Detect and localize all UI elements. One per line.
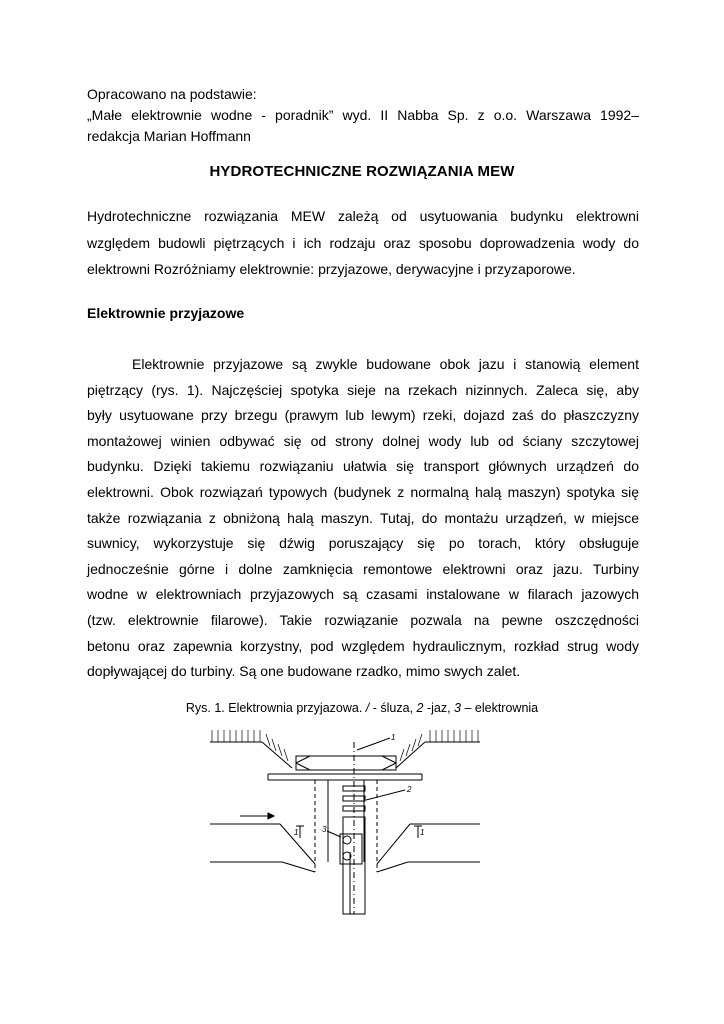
intro-line: względem budowli piętrzących i ich rodzaju oraz sposobu doprowadzenia wody do <box>87 234 639 251</box>
label-2: 2 <box>407 785 412 794</box>
document-title: HYDROTECHNICZNE ROZWIĄZANIA MEW <box>209 163 515 180</box>
intro-paragraph <box>87 203 639 283</box>
body-line: były usytuowane przy brzegu (prawym lub lewym) rzeki, dojazd zaś do płaszczyzny <box>87 407 639 424</box>
source-line-1: Opracowano na podstawie: <box>87 86 257 102</box>
hatching-top-right <box>400 730 478 761</box>
source-line-3: redakcja Marian Hoffmann <box>87 128 251 144</box>
body-line: jednocześnie górne i dolne zamknięcia remontowe elektrowni oraz jazu. Turbiny <box>87 560 639 577</box>
section-mark-right: 1 <box>420 828 425 837</box>
bank-top-left-slope <box>262 742 292 768</box>
body-line: piętrzący (rys. 1). Najczęściej spotyka sieje na rzekach nizinnych. Zaleca się, aby <box>87 381 639 398</box>
label-1: 1 <box>391 733 396 742</box>
caption-text-1: - śluza, <box>369 701 417 715</box>
label-3: 3 <box>322 825 327 834</box>
source-note <box>87 84 639 147</box>
lock-structure <box>296 756 396 770</box>
intro-line: elektrowni Rozróżniamy elektrownie: przyjazowe, derywacyjne i przyzaporowe. <box>87 261 576 277</box>
body-line: betonu oraz zapewnia korzystny, pod względem hydraulicznym, rozkład strug wody <box>87 637 639 654</box>
caption-num-2: 2 <box>416 701 424 715</box>
body-line: montażowej winien odbywać się od strony dolnej wody lub od ściany szczytowej <box>87 432 639 449</box>
intro-line: Hydrotechniczne rozwiązania MEW zależą od usytuowania budynku elektrowni <box>87 208 639 224</box>
caption-num-3: 3 <box>454 701 461 715</box>
section-heading: Elektrownie przyjazowe <box>87 305 245 321</box>
section-mark-left: 1 <box>294 828 299 837</box>
body-paragraph <box>87 352 639 685</box>
turbine-1 <box>343 836 351 844</box>
caption-text-3: – elektrownia <box>461 701 539 715</box>
hatching-top-left <box>212 730 288 761</box>
body-line: wodne w elektrowniach przyjazowych są czasami instalowane w filarach jazowych <box>87 586 639 603</box>
body-line: budynku. Dzięki takiemu rozwiązaniu ułatwia się transport głównych urządzeń do <box>87 458 639 475</box>
body-line: elektrowni. Obok rozwiązań typowych (budynek z normalną halą maszyn) spotyka się <box>87 483 639 500</box>
body-line: Elektrownie przyjazowe są zwykle budowane obok jazu i stanowią element <box>132 356 639 372</box>
source-line-2: „Małe elektrownie wodne - poradnik” wyd. II Nabba Sp. z o.o. Warszawa 1992– <box>87 107 639 123</box>
body-line: także rozwiązania z obniżoną halą maszyn. Tutaj, do montażu urządzeń, w miejsce <box>87 509 639 526</box>
body-line: suwnicy, wykorzystuje się dźwig poruszający się po torach, który obsługuje <box>87 535 639 552</box>
caption-prefix: Rys. 1. Elektrownia przyjazowa. <box>185 701 366 715</box>
caption-num-1: / <box>365 701 370 715</box>
body-line: dopływającej do turbiny. Są one budowane rzadko, mimo swych zalet. <box>87 663 521 680</box>
body-line: (tzw. elektrownie filarowe). Takie rozwiązanie pozwala na pewne oszczędności <box>87 611 639 628</box>
figure-caption <box>0 701 724 715</box>
caption-text-2: -jaz, <box>423 701 455 715</box>
bank-top-right-slope <box>396 742 425 768</box>
power-plant-diagram <box>200 722 490 917</box>
